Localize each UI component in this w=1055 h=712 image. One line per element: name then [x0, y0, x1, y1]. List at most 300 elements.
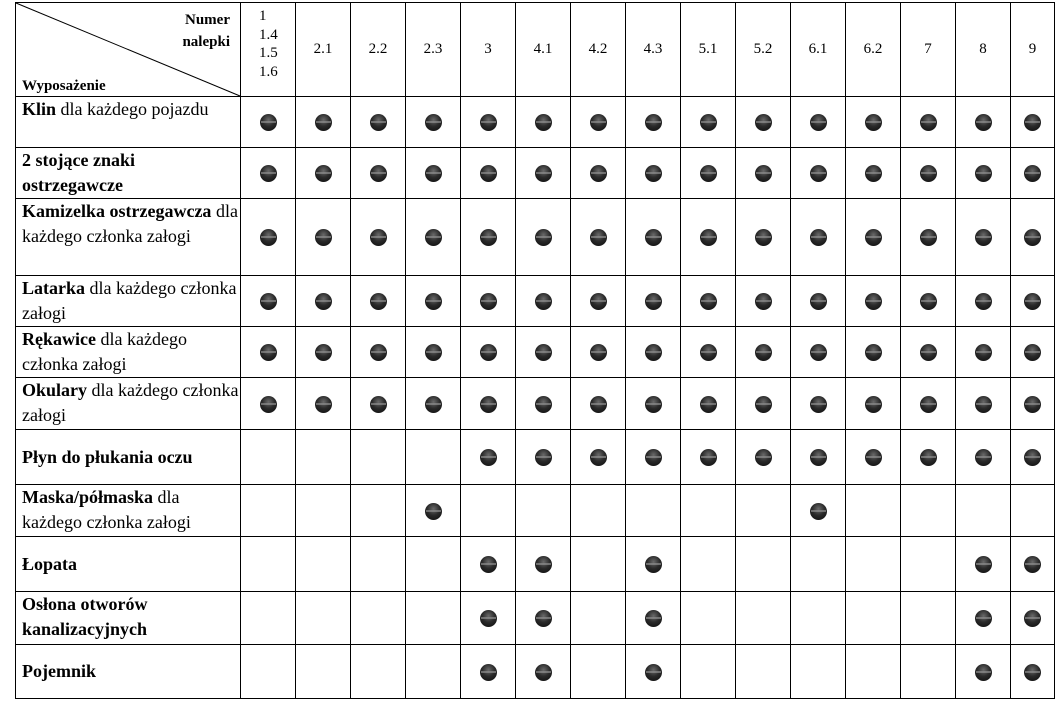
requirement-cell [681, 199, 736, 276]
requirement-cell [461, 276, 516, 327]
requirement-cell [846, 430, 901, 485]
required-dot-icon [480, 293, 497, 310]
equipment-table [15, 2, 1055, 699]
equipment-name-cell [16, 97, 241, 148]
column-header: 2.2 [351, 3, 406, 97]
requirement-cell [516, 97, 571, 148]
equipment-name-cell [16, 537, 241, 592]
requirement-cell [296, 97, 351, 148]
requirement-cell [241, 645, 296, 699]
requirement-cell [956, 327, 1011, 378]
requirement-cell [791, 645, 846, 699]
required-dot-icon [1024, 229, 1041, 246]
requirement-cell [846, 592, 901, 645]
required-dot-icon [535, 293, 552, 310]
required-dot-icon [700, 293, 717, 310]
requirement-cell [406, 645, 461, 699]
sticker-number-line: nalepki [182, 34, 230, 50]
requirement-cell [461, 485, 516, 537]
requirement-cell [956, 485, 1011, 537]
required-dot-icon [865, 449, 882, 466]
column-header-line: 1 [259, 8, 267, 24]
required-dot-icon [480, 114, 497, 131]
requirement-cell [736, 148, 791, 199]
equipment-name: 2 stojące znaki ostrzegawcze [22, 150, 135, 195]
requirement-cell [516, 485, 571, 537]
requirement-cell [956, 276, 1011, 327]
requirement-cell [901, 592, 956, 645]
required-dot-icon [975, 556, 992, 573]
requirement-cell [846, 645, 901, 699]
required-dot-icon [810, 503, 827, 520]
equipment-note: dla każdego członka załogi [22, 201, 238, 246]
requirement-cell [516, 537, 571, 592]
requirement-cell [1011, 645, 1055, 699]
requirement-cell [736, 645, 791, 699]
required-dot-icon [700, 114, 717, 131]
requirement-cell [736, 430, 791, 485]
required-dot-icon [865, 165, 882, 182]
requirement-cell [241, 199, 296, 276]
requirement-cell [516, 378, 571, 430]
required-dot-icon [810, 344, 827, 361]
requirement-cell [846, 327, 901, 378]
requirement-cell [626, 537, 681, 592]
requirement-cell [241, 537, 296, 592]
requirement-cell [516, 148, 571, 199]
requirement-cell [406, 97, 461, 148]
requirement-cell [901, 148, 956, 199]
equipment-name: Kamizelka ostrzegawcza [22, 201, 212, 221]
required-dot-icon [425, 344, 442, 361]
requirement-cell [516, 327, 571, 378]
equipment-note: dla każdego członka załogi [22, 278, 237, 323]
required-dot-icon [315, 114, 332, 131]
required-dot-icon [425, 114, 442, 131]
requirement-cell [571, 430, 626, 485]
required-dot-icon [315, 229, 332, 246]
required-dot-icon [920, 293, 937, 310]
column-header: 2.1 [296, 3, 351, 97]
required-dot-icon [920, 229, 937, 246]
requirement-cell [846, 148, 901, 199]
column-header: 4.1 [516, 3, 571, 97]
table-row [16, 199, 1055, 276]
requirement-cell [296, 276, 351, 327]
requirement-cell [1011, 378, 1055, 430]
requirement-cell [1011, 327, 1055, 378]
required-dot-icon [480, 229, 497, 246]
equipment-name: Okulary [22, 380, 88, 400]
requirement-cell [571, 485, 626, 537]
equipment-name: Latarka [22, 278, 85, 298]
equipment-name-cell [16, 378, 241, 430]
requirement-cell [626, 327, 681, 378]
sticker-number-line: Numer [185, 12, 230, 28]
requirement-cell [461, 378, 516, 430]
table-row [16, 97, 1055, 148]
requirement-cell [791, 97, 846, 148]
required-dot-icon [590, 396, 607, 413]
requirement-cell [901, 327, 956, 378]
column-header-line: 1.6 [259, 63, 278, 80]
requirement-cell [1011, 148, 1055, 199]
column-header: 4.3 [626, 3, 681, 97]
requirement-cell [956, 430, 1011, 485]
requirement-cell [351, 97, 406, 148]
requirement-cell [901, 485, 956, 537]
column-header: 7 [901, 3, 956, 97]
requirement-cell [681, 378, 736, 430]
requirement-cell [736, 327, 791, 378]
required-dot-icon [480, 344, 497, 361]
requirement-cell [351, 592, 406, 645]
requirement-cell [626, 148, 681, 199]
equipment-note: dla każdego członka załogi [22, 329, 187, 374]
requirement-cell [296, 378, 351, 430]
required-dot-icon [590, 114, 607, 131]
required-dot-icon [260, 344, 277, 361]
requirement-cell [1011, 537, 1055, 592]
required-dot-icon [590, 344, 607, 361]
required-dot-icon [920, 114, 937, 131]
required-dot-icon [260, 165, 277, 182]
requirement-cell [406, 592, 461, 645]
required-dot-icon [865, 229, 882, 246]
requirement-cell [956, 592, 1011, 645]
required-dot-icon [920, 396, 937, 413]
required-dot-icon [370, 165, 387, 182]
requirement-cell [681, 327, 736, 378]
required-dot-icon [260, 114, 277, 131]
requirement-cell [571, 97, 626, 148]
requirement-cell [406, 148, 461, 199]
requirement-cell [791, 592, 846, 645]
required-dot-icon [315, 165, 332, 182]
requirement-cell [791, 148, 846, 199]
requirement-cell [626, 645, 681, 699]
sticker-number-label [130, 9, 230, 53]
requirement-cell [901, 645, 956, 699]
table-row [16, 327, 1055, 378]
required-dot-icon [590, 293, 607, 310]
requirement-cell [901, 276, 956, 327]
required-dot-icon [425, 229, 442, 246]
requirement-cell [626, 97, 681, 148]
requirement-cell [241, 485, 296, 537]
required-dot-icon [645, 344, 662, 361]
required-dot-icon [645, 396, 662, 413]
requirement-cell [406, 430, 461, 485]
equipment-name: Łopata [22, 553, 78, 574]
table-row [16, 276, 1055, 327]
requirement-cell [351, 645, 406, 699]
equipment-note: dla każdego członka załogi [22, 380, 239, 425]
required-dot-icon [535, 556, 552, 573]
required-dot-icon [755, 396, 772, 413]
table-row [16, 430, 1055, 485]
required-dot-icon [975, 664, 992, 681]
required-dot-icon [700, 449, 717, 466]
required-dot-icon [535, 610, 552, 627]
header-row [16, 3, 1055, 97]
required-dot-icon [810, 449, 827, 466]
requirement-cell [1011, 199, 1055, 276]
requirement-cell [1011, 276, 1055, 327]
requirement-cell [241, 327, 296, 378]
required-dot-icon [480, 396, 497, 413]
required-dot-icon [755, 293, 772, 310]
requirement-cell [571, 537, 626, 592]
requirement-cell [736, 537, 791, 592]
requirement-cell [791, 430, 846, 485]
required-dot-icon [975, 610, 992, 627]
requirement-cell [791, 378, 846, 430]
requirement-cell [406, 485, 461, 537]
requirement-cell [241, 592, 296, 645]
required-dot-icon [1024, 293, 1041, 310]
requirement-cell [846, 97, 901, 148]
equipment-name-cell [16, 592, 241, 645]
requirement-cell [626, 485, 681, 537]
required-dot-icon [425, 293, 442, 310]
required-dot-icon [1024, 165, 1041, 182]
equipment-name-cell [16, 485, 241, 537]
requirement-cell [901, 378, 956, 430]
requirement-cell [791, 485, 846, 537]
equipment-note: dla każdego pojazdu [56, 99, 209, 119]
equipment-name-cell [16, 430, 241, 485]
required-dot-icon [700, 229, 717, 246]
required-dot-icon [920, 165, 937, 182]
required-dot-icon [1024, 664, 1041, 681]
required-dot-icon [1024, 396, 1041, 413]
equipment-name-cell [16, 645, 241, 699]
requirement-cell [956, 148, 1011, 199]
requirement-cell [626, 430, 681, 485]
requirement-cell [351, 430, 406, 485]
requirement-cell [351, 276, 406, 327]
requirement-cell [241, 148, 296, 199]
required-dot-icon [260, 229, 277, 246]
table-row [16, 645, 1055, 699]
required-dot-icon [425, 396, 442, 413]
required-dot-icon [590, 165, 607, 182]
requirement-cell [846, 378, 901, 430]
required-dot-icon [975, 165, 992, 182]
required-dot-icon [315, 396, 332, 413]
required-dot-icon [755, 165, 772, 182]
requirement-cell [571, 592, 626, 645]
requirement-cell [241, 430, 296, 485]
required-dot-icon [315, 344, 332, 361]
requirement-cell [736, 378, 791, 430]
required-dot-icon [920, 344, 937, 361]
requirement-cell [571, 148, 626, 199]
requirement-cell [296, 485, 351, 537]
requirement-cell [956, 645, 1011, 699]
required-dot-icon [755, 344, 772, 361]
required-dot-icon [645, 293, 662, 310]
required-dot-icon [975, 229, 992, 246]
requirement-cell [296, 592, 351, 645]
required-dot-icon [590, 449, 607, 466]
requirement-cell [571, 276, 626, 327]
requirement-cell [681, 537, 736, 592]
required-dot-icon [755, 449, 772, 466]
requirement-cell [791, 199, 846, 276]
requirement-cell [461, 148, 516, 199]
required-dot-icon [535, 344, 552, 361]
required-dot-icon [535, 449, 552, 466]
required-dot-icon [1024, 556, 1041, 573]
requirement-cell [626, 199, 681, 276]
equipment-name-cell [16, 327, 241, 378]
requirement-cell [461, 537, 516, 592]
required-dot-icon [920, 449, 937, 466]
required-dot-icon [975, 344, 992, 361]
requirement-cell [351, 485, 406, 537]
required-dot-icon [425, 165, 442, 182]
table-body [16, 97, 1055, 699]
required-dot-icon [535, 396, 552, 413]
requirement-cell [461, 327, 516, 378]
required-dot-icon [1024, 344, 1041, 361]
requirement-cell [406, 537, 461, 592]
requirement-cell [901, 430, 956, 485]
requirement-cell [736, 485, 791, 537]
required-dot-icon [645, 165, 662, 182]
requirement-cell [516, 276, 571, 327]
requirement-cell [406, 199, 461, 276]
required-dot-icon [315, 293, 332, 310]
requirement-cell [406, 378, 461, 430]
requirement-cell [351, 537, 406, 592]
table-row [16, 537, 1055, 592]
table-row [16, 485, 1055, 537]
required-dot-icon [700, 165, 717, 182]
requirement-cell [901, 97, 956, 148]
required-dot-icon [535, 664, 552, 681]
required-dot-icon [865, 114, 882, 131]
requirement-cell [846, 276, 901, 327]
required-dot-icon [480, 664, 497, 681]
requirement-cell [296, 199, 351, 276]
required-dot-icon [480, 610, 497, 627]
required-dot-icon [260, 396, 277, 413]
requirement-cell [461, 199, 516, 276]
table-row [16, 148, 1055, 199]
column-header-line: 1.4 [259, 26, 278, 43]
requirement-cell [736, 97, 791, 148]
requirement-cell [241, 97, 296, 148]
column-header: 2.3 [406, 3, 461, 97]
corner-header-cell [16, 3, 241, 97]
equipment-name: Pojemnik [22, 661, 96, 681]
equipment-label: Wyposażenie [22, 78, 106, 94]
equipment-name: Płyn do płukania oczu [22, 446, 193, 467]
equipment-name-cell [16, 199, 241, 276]
required-dot-icon [480, 165, 497, 182]
requirement-cell [461, 645, 516, 699]
required-dot-icon [370, 344, 387, 361]
requirement-cell [461, 592, 516, 645]
required-dot-icon [370, 396, 387, 413]
required-dot-icon [865, 293, 882, 310]
equipment-note: dla każdego członka załogi [22, 487, 191, 532]
requirement-cell [461, 430, 516, 485]
required-dot-icon [645, 664, 662, 681]
requirement-cell [846, 485, 901, 537]
required-dot-icon [755, 229, 772, 246]
requirement-cell [681, 592, 736, 645]
requirement-cell [1011, 97, 1055, 148]
required-dot-icon [535, 114, 552, 131]
column-header: 5.1 [681, 3, 736, 97]
required-dot-icon [370, 293, 387, 310]
equipment-name-cell [16, 148, 241, 199]
required-dot-icon [975, 449, 992, 466]
required-dot-icon [810, 229, 827, 246]
required-dot-icon [975, 396, 992, 413]
required-dot-icon [370, 229, 387, 246]
requirement-cell [406, 276, 461, 327]
column-header: 6.1 [791, 3, 846, 97]
requirement-cell [351, 378, 406, 430]
required-dot-icon [480, 556, 497, 573]
requirement-cell [516, 430, 571, 485]
requirement-cell [791, 276, 846, 327]
required-dot-icon [535, 165, 552, 182]
required-dot-icon [590, 229, 607, 246]
requirement-cell [956, 199, 1011, 276]
required-dot-icon [810, 396, 827, 413]
requirement-cell [241, 378, 296, 430]
requirement-cell [571, 645, 626, 699]
column-header: 6.2 [846, 3, 901, 97]
requirement-cell [736, 199, 791, 276]
table-row [16, 592, 1055, 645]
required-dot-icon [700, 344, 717, 361]
required-dot-icon [810, 293, 827, 310]
required-dot-icon [645, 229, 662, 246]
requirement-cell [296, 327, 351, 378]
table-row [16, 378, 1055, 430]
equipment-name: Osłona otworów kanalizacyjnych [22, 594, 148, 639]
requirement-cell [296, 537, 351, 592]
column-header: 9 [1011, 3, 1055, 97]
requirement-cell [681, 485, 736, 537]
requirement-cell [571, 327, 626, 378]
requirement-cell [626, 592, 681, 645]
requirement-cell [516, 645, 571, 699]
required-dot-icon [425, 503, 442, 520]
required-dot-icon [700, 396, 717, 413]
required-dot-icon [865, 396, 882, 413]
required-dot-icon [480, 449, 497, 466]
requirement-cell [626, 276, 681, 327]
equipment-name: Rękawice [22, 329, 96, 349]
column-header: 5.2 [736, 3, 791, 97]
required-dot-icon [865, 344, 882, 361]
required-dot-icon [810, 114, 827, 131]
requirement-cell [571, 199, 626, 276]
requirement-cell [516, 199, 571, 276]
requirement-cell [296, 645, 351, 699]
required-dot-icon [645, 114, 662, 131]
requirement-cell [296, 148, 351, 199]
required-dot-icon [1024, 114, 1041, 131]
